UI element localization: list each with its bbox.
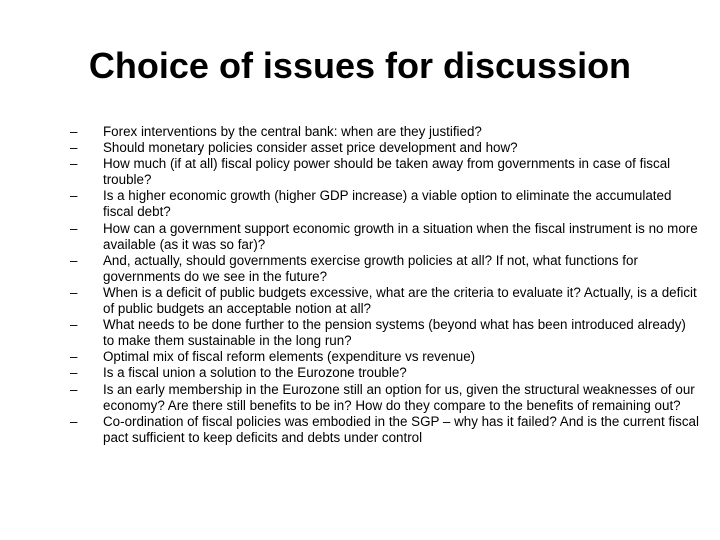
- bullet-text: What needs to be done further to the pension systems (beyond what has been introduced already) to make them sustainable in the long run?: [103, 317, 686, 349]
- list-item: [70, 365, 700, 381]
- bullet-dash: –: [70, 156, 78, 172]
- list-item: [70, 188, 700, 220]
- list-item: [70, 349, 700, 365]
- list-item: [70, 221, 700, 253]
- bullet-text: How can a government support economic growth in a situation when the fiscal instrument is no more available (as it was so far)?: [103, 220, 698, 252]
- bullet-dash: –: [70, 284, 78, 300]
- bullet-text: Co-ordination of fiscal policies was embodied in the SGP – why has it failed? And is the current fiscal pact sufficient to keep deficits and debts under control: [103, 413, 699, 445]
- bullet-dash: –: [70, 413, 78, 429]
- bullet-dash: –: [70, 188, 78, 204]
- bullet-dash: –: [70, 140, 78, 156]
- list-item: [70, 414, 700, 446]
- bullet-text: Optimal mix of fiscal reform elements (expenditure vs revenue): [103, 349, 476, 365]
- bullet-text: When is a deficit of public budgets excessive, what are the criteria to evaluate it? Actually, is a deficit of public budgets an acceptable notion at all?: [103, 284, 697, 317]
- list-item: [70, 317, 700, 349]
- bullet-dash: –: [70, 124, 78, 139]
- bullet-list: [70, 124, 700, 446]
- bullet-dash: –: [70, 252, 78, 268]
- list-item: [70, 253, 700, 285]
- bullet-dash: –: [70, 220, 78, 236]
- bullet-dash: –: [70, 349, 78, 365]
- list-item: [70, 124, 700, 140]
- bullet-dash: –: [70, 365, 78, 381]
- bullet-text: Is an early membership in the Eurozone still an option for us, given the structural weaknesses of our economy? Are there still benefits to be in? How do they compare to the benefits of remaining out?: [103, 381, 695, 413]
- list-item: [70, 156, 700, 188]
- slide-title: Choice of issues for discussion: [88, 45, 632, 86]
- bullet-text: How much (if at all) fiscal policy power should be taken away from governments in case of fiscal trouble?: [103, 156, 671, 188]
- list-item: [70, 285, 700, 317]
- bullet-dash: –: [70, 317, 78, 333]
- bullet-text: And, actually, should governments exercise growth policies at all? If not, what functions for governments do we see in the future?: [103, 252, 638, 284]
- bullet-dash: –: [70, 381, 78, 397]
- bullet-text: Should monetary policies consider asset price development and how?: [103, 140, 518, 156]
- bullet-text: Forex interventions by the central bank: when are they justified?: [103, 124, 482, 139]
- list-item: [70, 140, 700, 156]
- list-item: [70, 382, 700, 414]
- bullet-text: Is a fiscal union a solution to the Eurozone trouble?: [103, 365, 407, 381]
- bullet-text: Is a higher economic growth (higher GDP increase) a viable option to eliminate the accumulated fiscal debt?: [103, 188, 672, 220]
